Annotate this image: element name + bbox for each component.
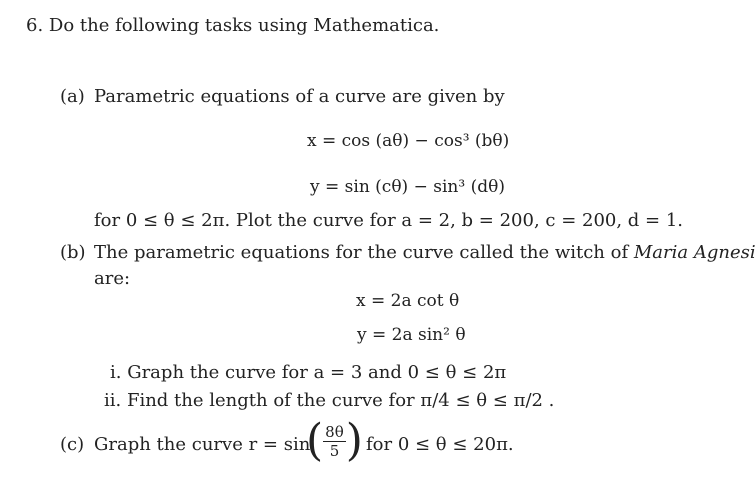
part-b-subtask-i: i. Graph the curve for a = 3 and 0 ≤ θ ≤ 2π <box>110 362 507 383</box>
part-c-label: (c) <box>60 434 85 455</box>
right-paren: ) <box>345 415 363 466</box>
part-b-equation-y: y = 2a sin² θ <box>357 325 466 345</box>
fraction-numerator: 8θ <box>325 422 344 441</box>
part-a-equation-x: x = cos (aθ) − cos³ (bθ) <box>307 131 510 151</box>
part-a-label: (a) <box>60 86 85 107</box>
part-a-task: for 0 ≤ θ ≤ 2π. Plot the curve for a = 2, b = 200, c = 200, d = 1. <box>94 210 684 231</box>
part-b-intro-continued: are: <box>94 268 131 289</box>
part-b-label: (b) <box>60 242 86 263</box>
fraction-denominator: 5 <box>329 441 340 460</box>
part-b-intro <box>94 242 756 264</box>
part-c-text-after: for 0 ≤ θ ≤ 20π. <box>366 434 514 455</box>
part-a-intro: Parametric equations of a curve are given by <box>94 86 505 107</box>
part-c-fraction <box>306 415 363 466</box>
part-a-equation-y: y = sin (cθ) − sin³ (dθ) <box>310 177 505 197</box>
part-b-subtask-ii: ii. Find the length of the curve for π/4 ≤ θ ≤ π/2 . <box>104 390 555 411</box>
part-b-intro-name: Maria Agnesi <box>633 242 756 263</box>
part-c-text-before: Graph the curve r = sin <box>94 434 311 455</box>
left-paren: ( <box>306 415 324 466</box>
problem-heading: 6. Do the following tasks using Mathematica. <box>26 15 440 36</box>
fraction <box>323 423 346 460</box>
part-b-equation-x: x = 2a cot θ <box>356 291 460 311</box>
part-b-intro-text: The parametric equations for the curve called the witch of <box>94 242 629 263</box>
